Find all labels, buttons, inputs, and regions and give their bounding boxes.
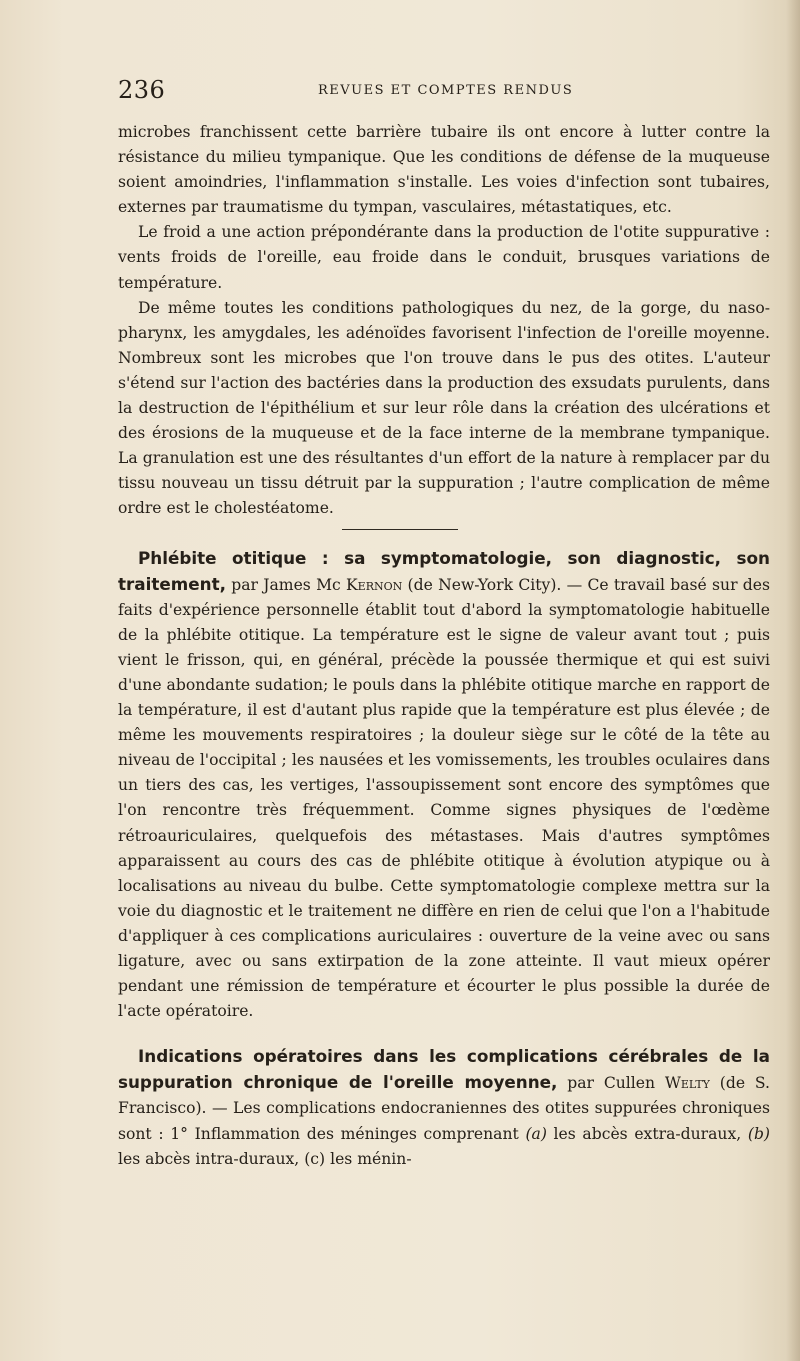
page-header [118, 76, 770, 108]
review-phlebite [118, 546, 770, 1025]
review-indications [118, 1044, 770, 1171]
page-edge-shadow [786, 0, 800, 1361]
list-label-a: (a) [525, 1124, 547, 1143]
list-label-b: (b) [747, 1124, 771, 1143]
section-title-phlebite: Phlébite otitique : sa symptomatologie, son diagnostic, son traitement, [118, 547, 770, 594]
author-welty: Welty [664, 1074, 710, 1093]
review-text-indications: (de S. Francisco). — Les complications endocraniennes des otites suppurées chroniques sont : 1° Inflammation des méninges comprenant [118, 1074, 770, 1143]
section-divider [342, 529, 458, 530]
section-title-indications: Indications opératoires dans les complications cérébrales de la suppuration chronique de l'oreille moyenne, [118, 1046, 770, 1093]
running-head: REVUES ET COMPTES RENDUS [318, 83, 574, 98]
paragraph-continued: microbes franchissent cette barrière tubaire ils ont encore à lutter contre la résistance du milieu tympanique. Que les conditions de défense de la muqueuse soient amoindries, l'inflammation s'installe. Les voies d'infection sont tubaires, externes par traumatisme du tympan, vasculaires, métastatiques, etc. [118, 123, 770, 217]
review-byline-2: par Cullen [557, 1074, 665, 1093]
list-text-b: les abcès intra-duraux, (c) les ménin- [118, 1149, 412, 1168]
paragraph-pathology: De même toutes les conditions pathologiques du nez, de la gorge, du naso-pharynx, les amygdales, les adénoïdes favorisent l'infection de l'oreille moyenne. Nombreux sont les microbes que l'on trouve dans le pus des otites. L'auteur s'étend sur l'action des bactéries dans la production des exsudats purulents, dans la destruction de l'épithélium et sur leur rôle dans la création des ulcérations et des érosions de la muqueuse et de la face interne de la membrane tympanique. La granulation est une des résultantes d'un effort de la nature à remplacer par du tissu nouveau un tissu détruit par la suppuration ; l'autre complication de même ordre est le cholestéatome. [118, 298, 770, 518]
article-body [118, 120, 770, 1172]
review-byline: par James Mc [226, 575, 347, 594]
paragraph-cold: Le froid a une action prépondérante dans la production de l'otite suppurative : vents froids de l'oreille, eau froide dans le conduit, brusques variations de température. [118, 223, 770, 292]
author-kernon: Kernon [346, 575, 403, 594]
section-gap [118, 1024, 770, 1044]
page-number: 236 [118, 76, 166, 104]
review-text-phlebite: (de New-York City). — Ce travail basé sur des faits d'expérience personnelle établit tout d'abord la symptomatologie habituelle de la phlébite otitique. La température est le signe de valeur avant tout ; puis vient le frisson, qui, en général, précède la poussée thermique et qui est suivi d'une abondante sudation; le pouls dans la phlébite otitique marche en rapport de la température, il est d'autant plus rapide que la température est plus élevée ; de même les mouvements respiratoires ; la douleur siège sur le côté de la tête au niveau de l'occipital ; les nausées et les vomissements, les troubles oculaires dans un tiers des cas, les vertiges, l'assoupissement sont encore des symptômes que l'on rencontre très fréquemment. Comme signes physiques de l'œdème rétroauriculaires, quelquefois des métastases. Mais d'autres symptômes apparaissent au cours des cas de phlébite otitique à évolution atypique ou à localisations au niveau du bulbe. Cette symptomatologie complexe mettra sur la voie du diagnostic et le traitement ne diffère en rien de celui que l'on a l'habitude d'appliquer à ces complications auriculaires : ouverture de la veine avec ou sans ligature, avec ou sans extirpation de la zone atteinte. Il vaut mieux opérer pendant une rémission de température et écourter le plus possible la durée de l'acte opératoire. [118, 575, 770, 1021]
list-text-a: les abcès extra-duraux, [546, 1124, 748, 1143]
